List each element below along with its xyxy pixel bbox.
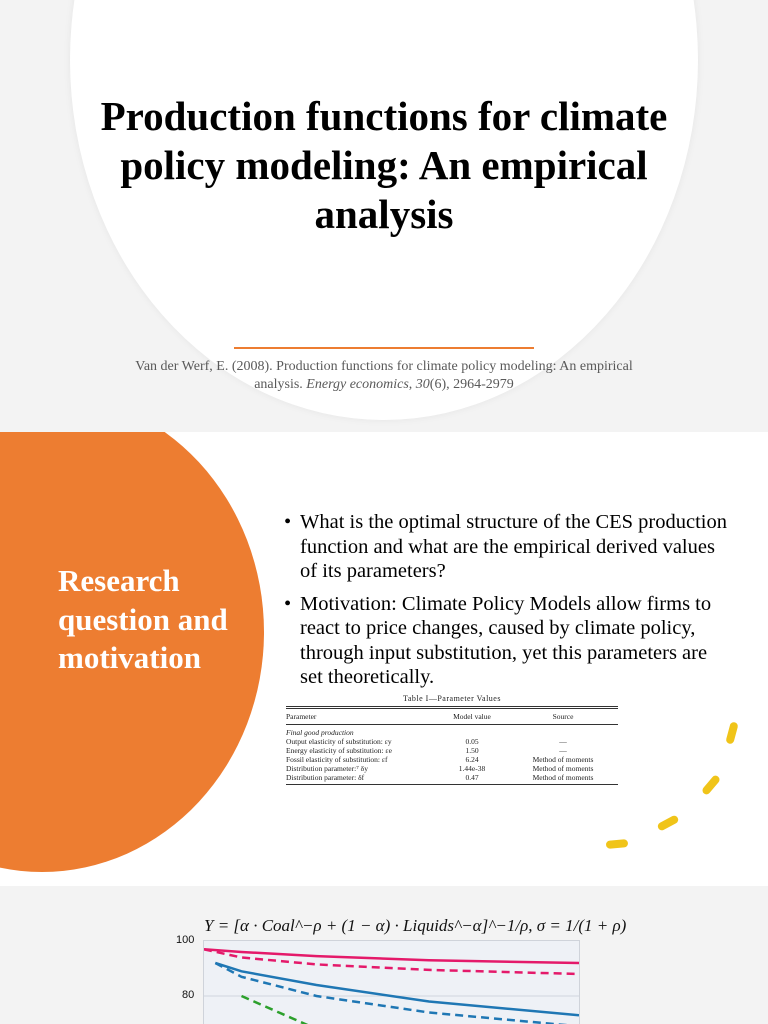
table-cell: — xyxy=(559,746,567,755)
series-line-5 xyxy=(242,996,317,1024)
table-cell: Output elasticity of substitution: εy xyxy=(286,737,392,746)
table-cell: — xyxy=(559,737,567,746)
parameter-table xyxy=(286,694,618,785)
series-line-4 xyxy=(215,963,579,1024)
table-row xyxy=(286,764,618,773)
bullet-motivation: • Motivation: Climate Policy Models allow firms to react to price changes, caused by climate policy, through input substitution, yet this parameters are set theoretically. xyxy=(284,592,734,690)
section-title: Research question and motivation xyxy=(58,563,228,675)
bullet-research-question: • What is the optimal structure of the CES production function and what are the empirical derived values of its parameters? xyxy=(284,510,734,584)
table-group-label: Final good production xyxy=(286,728,354,737)
decorative-dash xyxy=(606,839,629,849)
table-cell: Method of moments xyxy=(532,773,594,782)
citation xyxy=(124,358,644,394)
table-cell: 1.50 xyxy=(465,746,479,755)
table-cell: Method of moments xyxy=(532,755,594,764)
decorative-dash xyxy=(656,814,679,831)
table-cell: 6.24 xyxy=(465,755,479,764)
table-header-row xyxy=(286,709,618,724)
production-function-plot-slide xyxy=(0,886,768,1024)
table-header: Model value xyxy=(453,712,491,721)
research-question-slide xyxy=(0,432,768,886)
table-row xyxy=(286,737,618,746)
table-cell: 0.05 xyxy=(465,737,479,746)
bullet-list xyxy=(284,510,734,698)
slide-title: Production functions for climate policy modeling: An empirical analysis xyxy=(100,93,668,237)
table-cell: Distribution parameter: δf xyxy=(286,773,365,782)
plot-title: Y = [α · Coal^−ρ + (1 − α) · Liquids^−α]^−1/ρ, σ = 1/(1 + ρ) xyxy=(204,916,627,935)
table-row xyxy=(286,773,618,782)
title-slide xyxy=(0,0,768,432)
plot-area xyxy=(203,940,580,1024)
table-cell: 1.44e-38 xyxy=(458,764,486,773)
citation-main: Van der Werf, E. (2008). Production functions for climate policy modeling: An empirical analysis. xyxy=(135,359,633,392)
table-cell: Distribution parameter:⁷ δy xyxy=(286,764,368,773)
table-header: Parameter xyxy=(286,712,317,721)
table-cell: Fossil elasticity of substitution: εf xyxy=(286,755,388,764)
citation-journal: Energy economics xyxy=(306,377,409,392)
y-tick-label: 100 xyxy=(176,934,195,946)
citation-volume: 30 xyxy=(415,377,430,392)
decorative-dash xyxy=(725,721,738,744)
series-line-1 xyxy=(204,949,579,963)
decorative-dash xyxy=(701,774,721,796)
table-row xyxy=(286,746,618,755)
table-cell: Method of moments xyxy=(532,764,594,773)
table-cell: Energy elasticity of substitution: εe xyxy=(286,746,392,755)
table-header: Source xyxy=(552,712,574,721)
citation-rest: (6), 2964-2979 xyxy=(429,377,514,392)
production-plot xyxy=(204,941,579,1024)
table-caption: Table I—Parameter Values xyxy=(403,694,501,703)
table-cell: 0.47 xyxy=(465,773,479,782)
citation-separator: , xyxy=(408,377,416,392)
y-tick-label: 80 xyxy=(182,989,195,1001)
accent-divider xyxy=(234,347,534,349)
table-row xyxy=(286,755,618,764)
